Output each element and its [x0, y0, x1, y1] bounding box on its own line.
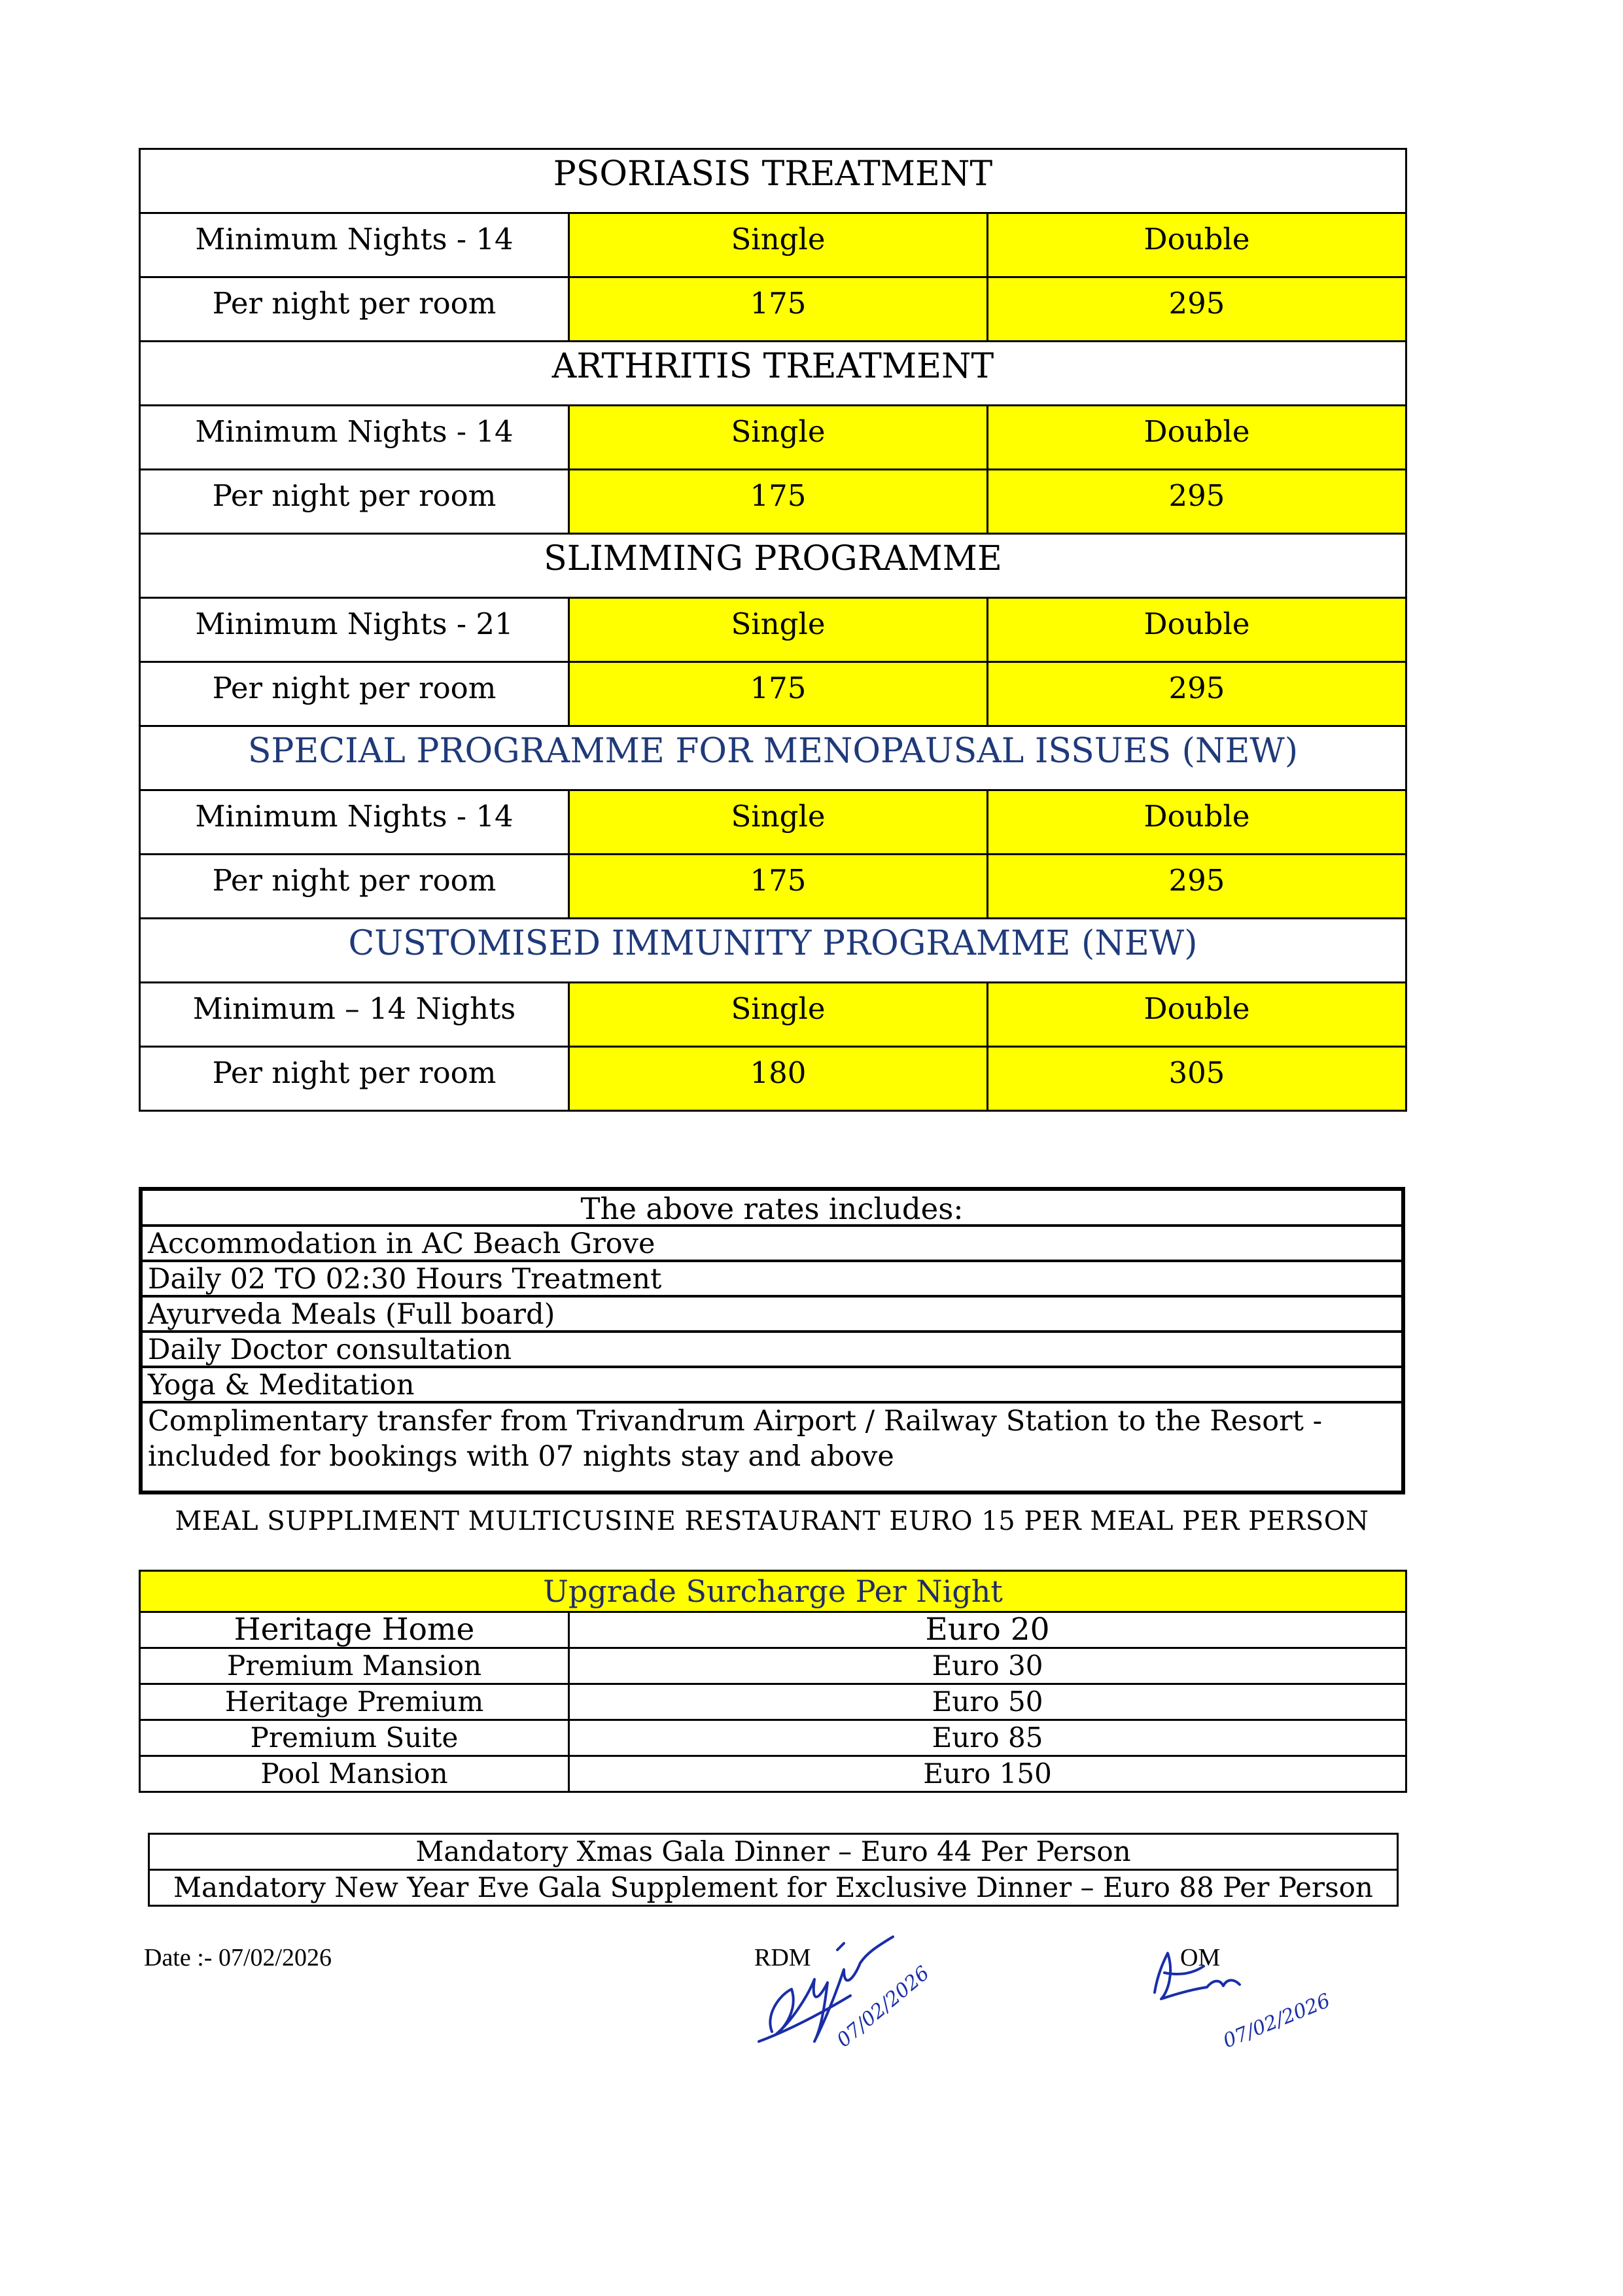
programme-rate-row: [140, 855, 1406, 919]
programme-header-row: [140, 790, 1406, 855]
room-type: Premium Mansion: [140, 1648, 569, 1684]
single-rate: 175: [569, 470, 988, 534]
transfer-line-2: included for bookings with 07 nights stay and above: [148, 1440, 894, 1473]
room-surcharge: Euro 150: [569, 1756, 1406, 1792]
programme-title-row: [140, 342, 1406, 406]
min-nights-label: Minimum Nights - 21: [140, 598, 569, 662]
meal-supplement-note: MEAL SUPPLIMENT MULTICUSINE RESTAURANT EURO 15 PER MEAL PER PERSON: [175, 1506, 1369, 1536]
double-header: Double: [988, 790, 1406, 855]
per-night-label: Per night per room: [140, 855, 569, 919]
inclusion-item: Daily Doctor consultation: [143, 1333, 1401, 1368]
per-night-label: Per night per room: [140, 1047, 569, 1111]
programme-title-row: [140, 919, 1406, 983]
min-nights-label: Minimum Nights - 14: [140, 790, 569, 855]
rates-body: [140, 149, 1406, 1111]
double-rate: 305: [988, 1047, 1406, 1111]
inclusions-box: [139, 1187, 1405, 1494]
programme-rates-table: [139, 148, 1407, 1112]
room-type: Heritage Home: [140, 1612, 569, 1648]
upgrade-row: [140, 1612, 1406, 1648]
single-rate: 175: [569, 855, 988, 919]
programme-title-row: [140, 726, 1406, 790]
programme-header-row: [140, 983, 1406, 1047]
rdm-signature-date: 07/02/2026: [832, 1962, 934, 2053]
om-label: OM: [1180, 1944, 1221, 1971]
programme-rate-row: [140, 277, 1406, 342]
double-rate: 295: [988, 662, 1406, 726]
min-nights-label: Minimum Nights - 14: [140, 406, 569, 470]
room-type: Pool Mansion: [140, 1756, 569, 1792]
upgrade-surcharge-table: [139, 1570, 1407, 1793]
double-rate: 295: [988, 855, 1406, 919]
programme-title: SPECIAL PROGRAMME FOR MENOPAUSAL ISSUES (NEW): [140, 726, 1406, 790]
gala-row: [149, 1834, 1398, 1870]
upgrade-row: [140, 1648, 1406, 1684]
programme-rate-row: [140, 1047, 1406, 1111]
min-nights-label: Minimum – 14 Nights: [140, 983, 569, 1047]
gala-row: [149, 1870, 1398, 1906]
programme-title-row: [140, 149, 1406, 213]
programme-title: PSORIASIS TREATMENT: [140, 149, 1406, 213]
double-header: Double: [988, 598, 1406, 662]
upgrade-title: Upgrade Surcharge Per Night: [140, 1571, 1406, 1612]
room-surcharge: Euro 50: [569, 1684, 1406, 1720]
programme-header-row: [140, 598, 1406, 662]
per-night-label: Per night per room: [140, 277, 569, 342]
new-year-gala-note: Mandatory New Year Eve Gala Supplement for Exclusive Dinner – Euro 88 Per Person: [149, 1870, 1398, 1906]
single-rate: 180: [569, 1047, 988, 1111]
double-header: Double: [988, 213, 1406, 277]
gala-body: [149, 1834, 1398, 1906]
inclusion-item: Accommodation in AC Beach Grove: [143, 1227, 1401, 1262]
inclusions-header: The above rates includes:: [143, 1191, 1401, 1227]
single-rate: 175: [569, 662, 988, 726]
programme-title: ARTHRITIS TREATMENT: [140, 342, 1406, 406]
transfer-inclusion: [143, 1404, 1401, 1474]
programme-title: SLIMMING PROGRAMME: [140, 534, 1406, 598]
room-type: Premium Suite: [140, 1720, 569, 1756]
single-rate: 175: [569, 277, 988, 342]
programme-rate-row: [140, 470, 1406, 534]
upgrade-row: [140, 1684, 1406, 1720]
room-surcharge: Euro 20: [569, 1612, 1406, 1648]
double-rate: 295: [988, 470, 1406, 534]
document-date: Date :- 07/02/2026: [144, 1944, 332, 1971]
gala-dinner-table: [148, 1833, 1399, 1907]
upgrade-row: [140, 1756, 1406, 1792]
single-header: Single: [569, 790, 988, 855]
programme-title-row: [140, 534, 1406, 598]
single-header: Single: [569, 406, 988, 470]
room-surcharge: Euro 30: [569, 1648, 1406, 1684]
min-nights-label: Minimum Nights - 14: [140, 213, 569, 277]
inclusion-item: Yoga & Meditation: [143, 1368, 1401, 1404]
transfer-line-1: Complimentary transfer from Trivandrum Airport / Railway Station to the Resort -: [148, 1405, 1323, 1438]
double-rate: 295: [988, 277, 1406, 342]
om-signature: [1142, 1927, 1334, 2071]
upgrade-row: [140, 1720, 1406, 1756]
rdm-label: RDM: [754, 1944, 811, 1971]
programme-rate-row: [140, 662, 1406, 726]
inclusion-item: Daily 02 TO 02:30 Hours Treatment: [143, 1262, 1401, 1298]
double-header: Double: [988, 983, 1406, 1047]
room-type: Heritage Premium: [140, 1684, 569, 1720]
single-header: Single: [569, 983, 988, 1047]
upgrade-body: [140, 1571, 1406, 1792]
programme-header-row: [140, 213, 1406, 277]
upgrade-title-row: [140, 1571, 1406, 1612]
programme-title: CUSTOMISED IMMUNITY PROGRAMME (NEW): [140, 919, 1406, 983]
per-night-label: Per night per room: [140, 662, 569, 726]
inclusion-item: Ayurveda Meals (Full board): [143, 1298, 1401, 1333]
single-header: Single: [569, 598, 988, 662]
xmas-gala-note: Mandatory Xmas Gala Dinner – Euro 44 Per Person: [149, 1834, 1398, 1870]
double-header: Double: [988, 406, 1406, 470]
om-signature-date: 07/02/2026: [1219, 1989, 1334, 2053]
room-surcharge: Euro 85: [569, 1720, 1406, 1756]
per-night-label: Per night per room: [140, 470, 569, 534]
rdm-signature: [746, 1917, 934, 2068]
programme-header-row: [140, 406, 1406, 470]
single-header: Single: [569, 213, 988, 277]
